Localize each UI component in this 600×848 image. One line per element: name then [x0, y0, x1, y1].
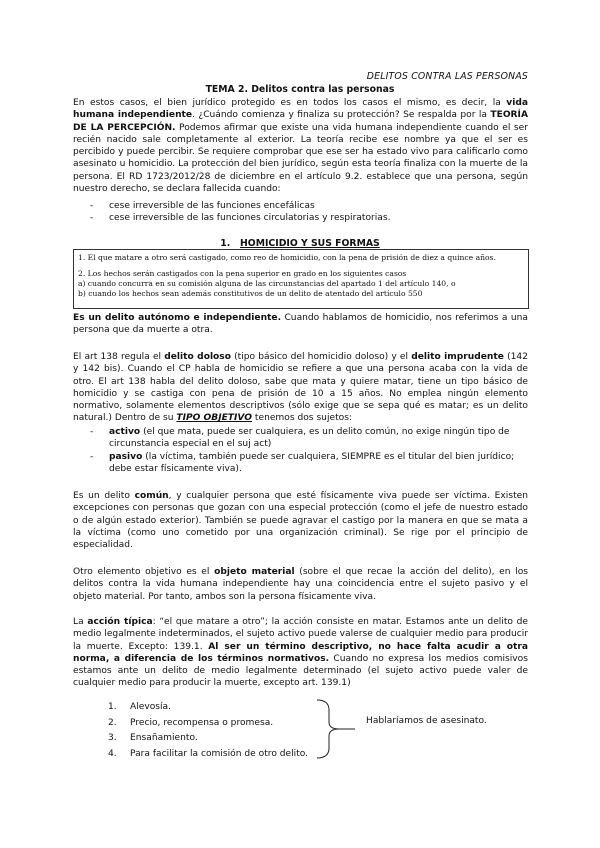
running-header: DELITOS CONTRA LAS PERSONAS: [366, 71, 528, 82]
tipo-objetivo-label: TIPO OBJETIVO: [176, 413, 253, 424]
comun-paragraph: [73, 490, 528, 551]
death-criteria-list: [90, 200, 530, 225]
art138-text-4: tenemos dos sujetos:: [252, 413, 352, 424]
subjects-list: [90, 426, 530, 475]
right-brace-icon: [315, 698, 355, 760]
intro-paragraph: [73, 97, 528, 195]
section-heading: [0, 238, 600, 249]
law-paragraph-1: 1. El que matare a otro será castigado, como reo de homicidio, con la pena de prisión de diez a quince años.: [78, 253, 496, 262]
law-paragraph-4: b) cuando los hechos sean además constitutivos de un delito de atentado del artículo 550: [78, 289, 423, 298]
accion-paragraph: [73, 616, 528, 690]
law-text-box: [73, 249, 529, 309]
accion-text-1: La: [73, 617, 88, 627]
intro-text-2: . ¿Cuándo comienza y finaliza su protección? Se respalda por la: [192, 110, 491, 121]
section-number: 1.: [220, 238, 231, 249]
subject-term: pasivo: [109, 451, 143, 462]
section-title: HOMICIDIO Y SUS FORMAS: [240, 238, 380, 249]
law-paragraph-2: 2. Los hechos serán castigados con la pena superior en grado en los siguientes casos: [78, 269, 407, 278]
page-title: TEMA 2. Delitos contra las personas: [205, 84, 395, 95]
list-number: 4.: [108, 748, 117, 759]
list-item: [108, 747, 328, 763]
aggravating-list: [108, 700, 328, 762]
intro-text-3: Podemos afirmar que existe una vida humana independiente cuando el ser recién nacido sale completamente al exterior. La teoría recibe ese nombre ya que el ser es percibido y puede percibir. Se requiere comprobar que ese ser ha estado vivo para calificarlo como asesinato u homicidio. La protección del bien jurídico, según esta teoría finaliza con la muerte de la persona. El RD 1723/2012/28 de diciembre en el artículo 9.2. establece que una persona, según nuestro derecho, se declara fallecida cuando:: [73, 122, 528, 195]
accion-bold-1: acción típica: [87, 617, 153, 627]
accion-text-3: Cuando no expresa los medios comisivos estamos ante un delito de medio legalmente determinado (el sujeto activo puede valer de cualquier medio para producir la muerte, excepto art. 139.1): [73, 653, 528, 689]
intro-text-1: En estos casos, el bien jurídico protegido es en todos los casos el mismo, es decir, la: [73, 98, 507, 108]
list-item: [108, 731, 328, 747]
list-item: - cese irreversible de las funciones encefálicas: [90, 200, 530, 212]
list-item: - cese irreversible de las funciones circulatorias y respiratorias.: [90, 212, 530, 224]
objeto-paragraph: [73, 566, 528, 603]
accion-text-2: : “el que matare a otro”; la acción consiste en matar. Estamos ante un delito de medio legalmente indeterminados, el sujeto activo puede valerse de cualquier medio para producir la muerte. Excepto: 139.1.: [73, 617, 528, 652]
list-label: Alevosía.: [130, 702, 172, 712]
comun-bold: común: [134, 491, 169, 501]
comun-text-1: Es un delito: [73, 491, 135, 501]
list-label: Precio, recompensa o promesa.: [130, 717, 274, 728]
art138-bold-2: delito imprudente: [411, 352, 504, 362]
comun-text-2: , y cualquier persona que esté físicamente viva puede ser víctima. Existen excepciones con personas que gozan con una especial protección (como el jefe de nuestro estado o de algún estado exterior). También se puede agravar el castigo por la manera en que se mata a la víctima (como uno cometido por una organización criminal). Se rige por el principio de especialidad.: [73, 491, 528, 551]
subject-text: (el que mata, puede ser cualquiera, es un delito común, no exige ningún tipo de circunstancia especial en el suj act): [109, 427, 510, 450]
list-item: [108, 716, 328, 732]
intro-bold-1: vida humana independiente: [73, 98, 528, 121]
intro-bold-2: TEORÍA DE LA PERCEPCIÓN.: [73, 110, 528, 133]
objeto-text-1: Otro elemento objetivo es el: [73, 567, 215, 577]
autonomo-bold: Es un delito autónomo e independiente.: [73, 313, 282, 323]
list-number: 3.: [108, 733, 117, 744]
aggravating-note: Hablaríamos de asesinato.: [366, 716, 487, 726]
list-number: 1.: [108, 702, 117, 712]
list-label: Ensañamiento.: [130, 733, 198, 744]
art138-text-2: (tipo básico del homicidio doloso) y el: [230, 352, 412, 362]
list-number: 2.: [108, 717, 117, 728]
subject-text: (la víctima, también puede ser cualquiera, SIEMPRE es el titular del bien jurídico; debe estar físicamente viva).: [109, 451, 515, 474]
list-label: Para facilitar la comisión de otro delito.: [130, 748, 309, 759]
art138-text-3: (142 y 142 bis). Cuando el CP habla de homicidio se refiere a que una persona acaba con la vida de otro. El art 138 habla del delito doloso, sabe que mata y quiere matar, tiene un tipo básico de homicidio y se castiga con pena de prisión de 10 a 15 años. No emplea ningún elemento normativo, solamente elementos descriptivos (sólo exige que se sepa qué es matar; es un delito natural.) Dentro de su: [73, 352, 528, 424]
list-item: [90, 451, 530, 476]
law-paragraph-3: a) cuando concurra en su comisión alguna de las circunstancias del apartado 1 del artículo 140, o: [78, 279, 456, 288]
art138-paragraph: [73, 351, 528, 425]
list-item: [108, 700, 328, 716]
list-item: [90, 426, 530, 451]
autonomo-text: Cuando hablamos de homicidio, nos referimos a una persona que da muerte a otra.: [73, 313, 528, 336]
accion-bold-2: Al ser un término descriptivo, no hace falta acudir a otra norma, a diferencia de los términos normativos.: [73, 641, 528, 664]
art138-bold-1: delito doloso: [164, 352, 231, 362]
objeto-text-2: (sobre el que recae la acción del delito), en los delitos contra la vida humana independiente hay una coincidencia entre el sujeto pasivo y el objeto material. Por tanto, ambos son la persona físicamente viva.: [73, 567, 528, 602]
objeto-bold: objeto material: [214, 567, 295, 577]
art138-text-1: El art 138 regula el: [73, 352, 165, 362]
autonomo-paragraph: [73, 312, 528, 337]
subject-term: activo: [109, 427, 141, 437]
